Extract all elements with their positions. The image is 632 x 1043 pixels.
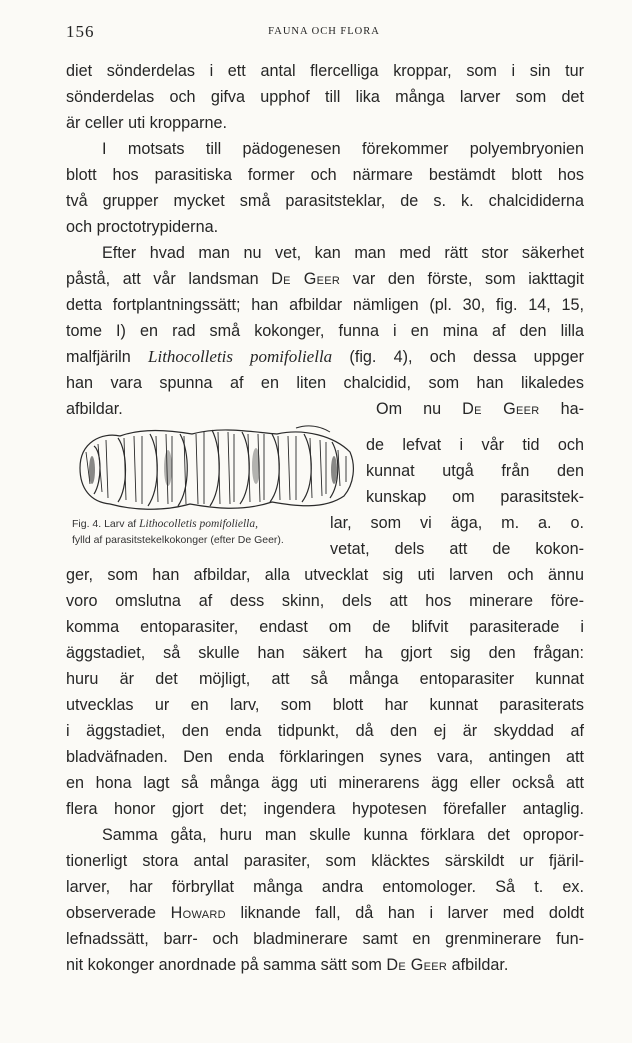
author-name: De Geer xyxy=(271,270,341,288)
text-line: lar, som vi äga, m. a. o. xyxy=(330,514,584,532)
text-line: utvecklas ur en larv, som blott har kunnat parasiterats xyxy=(66,696,584,714)
text-line: voro omslutna af dess skinn, dels att hos minerare före- xyxy=(66,592,584,610)
page-header xyxy=(66,22,582,42)
text-line: två grupper mycket små parasitsteklar, de s. k. chalcididerna xyxy=(66,192,584,210)
text-line: blott hos parasitiska former och närmare bestämdt blott hos xyxy=(66,166,584,184)
text-line: en hona lagt så många ägg uti minerarens ägg eller också att xyxy=(66,774,584,792)
text-line: kunnat utgå från den xyxy=(366,462,584,480)
text-line: sönderdelas och gifva upphof till lika många larver som det xyxy=(66,88,584,106)
text-line: påstå, att vår landsman De Geer var den förste, som iakttagit xyxy=(66,270,584,288)
text-line: vetat, dels att de kokon- xyxy=(330,540,584,558)
author-name: De Geer xyxy=(462,400,540,418)
page-number: 156 xyxy=(66,22,95,41)
text-line: larver, har förbryllat många andra entomologer. Så t. ex. xyxy=(66,878,584,896)
text-line: och proctotrypiderna. xyxy=(66,218,219,236)
text-line: flera honor gjort det; ingendera hypotesen förefaller antaglig. xyxy=(66,800,584,818)
author-name: De Geer xyxy=(386,956,448,974)
text-line: afbildar. xyxy=(66,400,123,418)
text-line: diet sönderdelas i ett antal flercelliga kroppar, som i sin tur xyxy=(66,62,584,80)
running-head: FAUNA OCH FLORA xyxy=(268,26,380,37)
caption-line: fylld af parasitstekelkokonger (efter De Geer). xyxy=(72,534,284,546)
text-line: Om nu De Geer ha- xyxy=(376,400,584,418)
species-name: Lithocolletis pomifoliella xyxy=(148,347,333,366)
text-line: malfjäriln Lithocolletis pomifoliella (fig. 4), och dessa uppger xyxy=(66,347,584,366)
text-line: lefnadssätt, barr- och bladminerare samt en grenminerare fun- xyxy=(66,930,584,948)
text-line: är celler uti kropparne. xyxy=(66,114,228,132)
figure-caption xyxy=(72,516,372,548)
text-line: tome I) en rad små kokonger, funna i en mina af den lilla xyxy=(66,322,584,340)
text-line: ger, som han afbildar, alla utvecklat sig uti larven och ännu xyxy=(66,566,584,584)
larva-cocoon-illustration xyxy=(72,422,358,516)
text-line: huru är det möjligt, att så många entoparasiter kunnat xyxy=(66,670,584,688)
text-line: tionerligt stora antal parasiter, som kläcktes särskildt ur fjäril- xyxy=(66,852,584,870)
text-line: de lefvat i vår tid och xyxy=(366,436,584,454)
caption-line: Fig. 4. Larv af Lithocolletis pomifoliella, xyxy=(72,518,258,530)
text-line: han vara spunna af en liten chalcidid, som han likaledes xyxy=(66,374,584,392)
caption-species: Lithocolletis pomifoliella, xyxy=(139,518,258,530)
text-line: äggstadiet, så skulle han säkert ha gjort sig den frågan: xyxy=(66,644,584,662)
text-line: detta fortplantningssätt; han afbildar nämligen (pl. 30, fig. 14, 15, xyxy=(66,296,584,314)
text-line: observerade Howard liknande fall, då han i larver med doldt xyxy=(66,904,584,922)
text-line: nit kokonger anordnade på samma sätt som De Geer afbildar. xyxy=(66,956,509,974)
text-line: kunskap om parasitstek- xyxy=(366,488,584,506)
text-line: I motsats till pädogenesen förekommer polyembryonien xyxy=(102,140,584,158)
text-line: bladväfnaden. Den enda förklaringen synes vara, antingen att xyxy=(66,748,584,766)
author-name: Howard xyxy=(170,904,226,922)
text-line: komma entoparasiter, endast om de blifvit parasiterade i xyxy=(66,618,584,636)
text-line: Efter hvad man nu vet, kan man med rätt stor säkerhet xyxy=(102,244,584,262)
text-line: Samma gåta, huru man skulle kunna förklara det opropor- xyxy=(102,826,584,844)
text-line: i äggstadiet, den enda tidpunkt, då den ej är skyddad af xyxy=(66,722,584,740)
